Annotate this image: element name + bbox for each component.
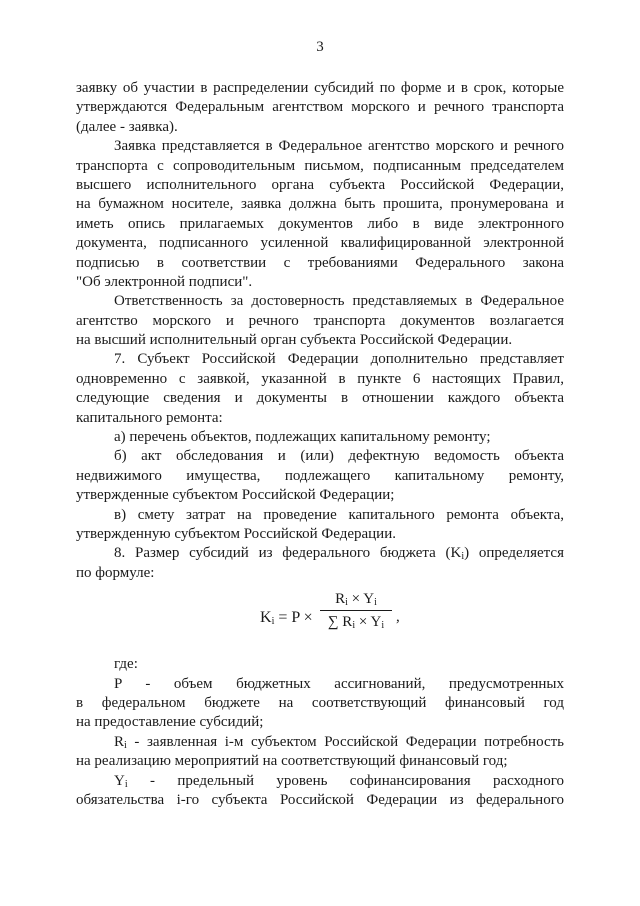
text-fragment: R	[114, 733, 125, 750]
subscript: i	[124, 778, 128, 790]
subscript: i	[124, 739, 127, 751]
text-line: утвержденные субъектом Российской Федерации;	[76, 487, 395, 504]
document-body	[76, 79, 564, 810]
paragraph-start-line	[76, 544, 564, 563]
text-line: где:	[114, 656, 138, 673]
text-line: (далее - заявка).	[76, 118, 178, 135]
text-fragment: 8. Размер субсидий из федерального бюджета (K	[114, 545, 462, 562]
list-item-c: в) смету затрат на проведение капитального ремонта объекта,	[114, 506, 564, 523]
text-line: транспорта с сопроводительным письмом, подписанным председателем	[76, 157, 564, 174]
page-number: 3	[316, 39, 324, 55]
denominator-y: × Y	[355, 614, 382, 631]
text-line: недвижимого имущества, подлежащего капитальному ремонту,	[76, 467, 564, 484]
text-line: в федеральном бюджете на соответствующий финансовый год	[76, 694, 564, 711]
subscript: i	[461, 551, 465, 563]
text-line: подписью в соответствии с требованиями Федерального закона	[76, 254, 564, 271]
formula-k: K	[260, 609, 272, 627]
text-line: обязательства i-го субъекта Российской Федерации из федерального	[76, 791, 564, 808]
numerator-y-sub: i	[374, 597, 377, 609]
formula-eq: = P ×	[274, 609, 313, 627]
numerator-r: R	[335, 591, 346, 608]
formula-lhs	[260, 609, 313, 627]
definition-r	[76, 733, 564, 752]
paragraph-start-line: 7. Субъект Российской Федерации дополнительно представляет	[114, 351, 564, 368]
text-line: по формуле:	[76, 564, 155, 581]
paragraph-start-line: Заявка представляется в Федеральное агентство морского и речного	[114, 138, 564, 155]
formula-fraction	[320, 589, 392, 633]
formula-numerator	[320, 589, 392, 609]
numerator-r-sub: i	[345, 597, 348, 609]
text-line: на предоставление субсидий;	[76, 714, 264, 731]
formula	[76, 589, 564, 653]
text-line: документа, подписанного усиленной квалифицированной электронной	[76, 235, 564, 252]
formula-comma: ,	[396, 609, 400, 626]
text-line: "Об электронной подписи".	[76, 273, 253, 290]
text-line: на бумажном носителе, заявка должна быть прошита, пронумерована и	[76, 196, 564, 213]
text-fragment: - предельный уровень софинансирования расходного	[127, 772, 564, 789]
text-line: агентство морского и речного транспорта документов возлагается	[76, 312, 564, 329]
definition-p: P - объем бюджетных ассигнований, предусмотренных	[114, 675, 564, 692]
list-item-a: а) перечень объектов, подлежащих капитальному ремонту;	[114, 429, 491, 446]
text-line: капитального ремонта:	[76, 409, 223, 426]
text-line: следующие сведения и документы в отношении каждого объекта	[76, 390, 564, 407]
text-line: на высший исполнительный орган субъекта Российской Федерации.	[76, 332, 513, 349]
definition-y	[76, 772, 564, 791]
text-fragment: - заявленная i-м субъектом Российской Федерации потребность	[126, 733, 564, 750]
paragraph-start-line: Ответственность за достоверность представляемых в Федеральное	[114, 293, 564, 310]
formula-k-sub: i	[271, 616, 275, 628]
denominator-y-sub: i	[381, 620, 385, 632]
text-line: одновременно с заявкой, указанной в пункте 6 настоящих Правил,	[76, 370, 564, 387]
denominator-r-sub: i	[352, 620, 356, 632]
text-line: заявку об участии в распределении субсидий по форме и в срок, которые	[76, 80, 564, 96]
text-line: утверждаются Федеральным агентством морского и речного транспорта	[76, 99, 564, 116]
text-fragment: Y	[114, 772, 125, 789]
list-item-b: б) акт обследования и (или) дефектную ведомость объекта	[114, 448, 564, 465]
text-fragment: ) определяется	[464, 545, 564, 562]
text-line: иметь опись прилагаемых документов либо в виде электронного	[76, 215, 564, 232]
numerator-y: × Y	[347, 591, 375, 608]
formula-denominator	[320, 611, 392, 633]
text-line: высшего исполнительного органа субъекта Российской Федерации,	[76, 176, 564, 193]
text-line: утвержденную субъектом Российской Федерации.	[76, 525, 396, 542]
denominator-sum-r: ∑ R	[327, 614, 353, 631]
text-line: на реализацию мероприятий на соответствующий финансовый год;	[76, 753, 508, 770]
